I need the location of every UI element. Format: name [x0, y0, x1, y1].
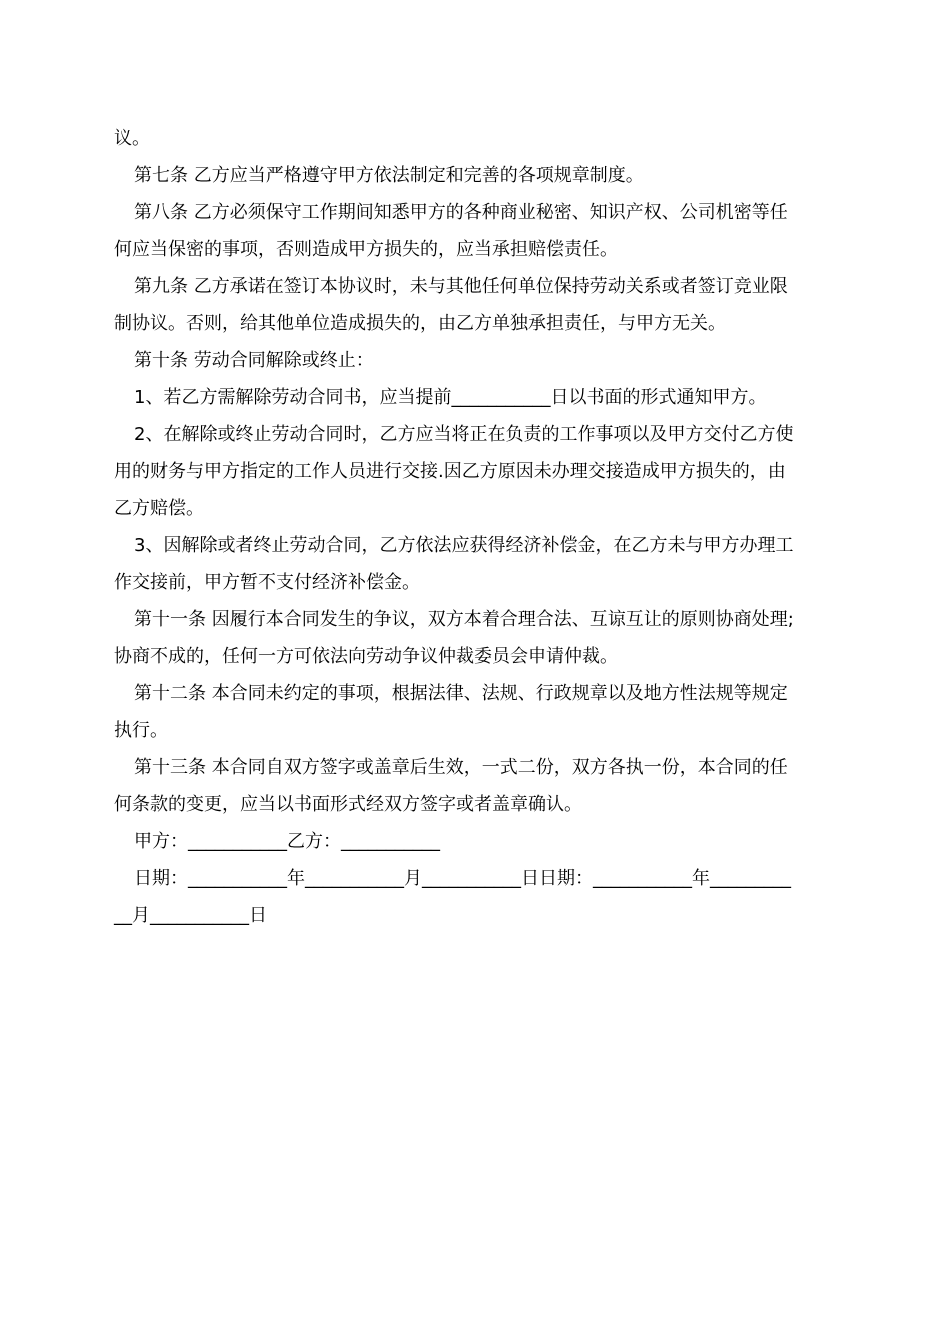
text-line: 第十三条 本合同自双方签字或盖章后生效，一式二份，双方各执一份，本合同的任 [134, 757, 788, 778]
text-line: 日期：___________年___________月___________日日期：___________年_________ [134, 868, 791, 889]
article-10-item-3 [114, 527, 834, 601]
article-9 [114, 268, 834, 342]
text-line: 第十二条 本合同未约定的事项，根据法律、法规、行政规章以及地方性法规等规定 [134, 683, 788, 704]
text-line: 制协议。否则，给其他单位造成损失的，由乙方单独承担责任，与甲方无关。 [114, 313, 726, 334]
text-line: 用的财务与甲方指定的工作人员进行交接.因乙方原因未办理交接造成甲方损失的，由 [114, 461, 786, 482]
text-line: 甲方：___________乙方：___________ [134, 831, 440, 852]
text-line: 乙方赔偿。 [114, 498, 204, 519]
article-10-item-2 [114, 416, 834, 527]
contract-body [114, 120, 834, 934]
text-line: 1、若乙方需解除劳动合同书，应当提前___________日以书面的形式通知甲方。 [134, 387, 767, 408]
article-13 [114, 749, 834, 823]
text-line: 执行。 [114, 720, 168, 741]
text-line: 协商不成的，任何一方可依法向劳动争议仲裁委员会申请仲裁。 [114, 646, 618, 667]
paragraph-continuation [114, 120, 834, 157]
signature-dates [114, 860, 834, 934]
article-7 [114, 157, 834, 194]
text-line: 第七条 乙方应当严格遵守甲方依法制定和完善的各项规章制度。 [134, 165, 644, 186]
text-line: 作交接前，甲方暂不支付经济补偿金。 [114, 572, 420, 593]
text-line: 议。 [114, 128, 150, 149]
article-11 [114, 601, 834, 675]
text-line: 2、在解除或终止劳动合同时，乙方应当将正在负责的工作事项以及甲方交付乙方使 [134, 424, 794, 445]
text-line: 第九条 乙方承诺在签订本协议时，未与其他任何单位保持劳动关系或者签订竞业限 [134, 276, 788, 297]
text-line: 何条款的变更，应当以书面形式经双方签字或者盖章确认。 [114, 794, 582, 815]
text-line: 第十一条 因履行本合同发生的争议，双方本着合理合法、互谅互让的原则协商处理; [134, 609, 794, 630]
text-line: 第八条 乙方必须保守工作期间知悉甲方的各种商业秘密、知识产权、公司机密等任 [134, 202, 788, 223]
text-line: __月___________日 [114, 905, 267, 926]
signature-parties [114, 823, 834, 860]
text-line: 3、因解除或者终止劳动合同，乙方依法应获得经济补偿金，在乙方未与甲方办理工 [134, 535, 794, 556]
article-10-item-1 [114, 379, 834, 416]
article-12 [114, 675, 834, 749]
text-line: 何应当保密的事项，否则造成甲方损失的，应当承担赔偿责任。 [114, 239, 618, 260]
article-8 [114, 194, 834, 268]
article-10 [114, 342, 834, 379]
text-line: 第十条 劳动合同解除或终止： [134, 350, 374, 371]
